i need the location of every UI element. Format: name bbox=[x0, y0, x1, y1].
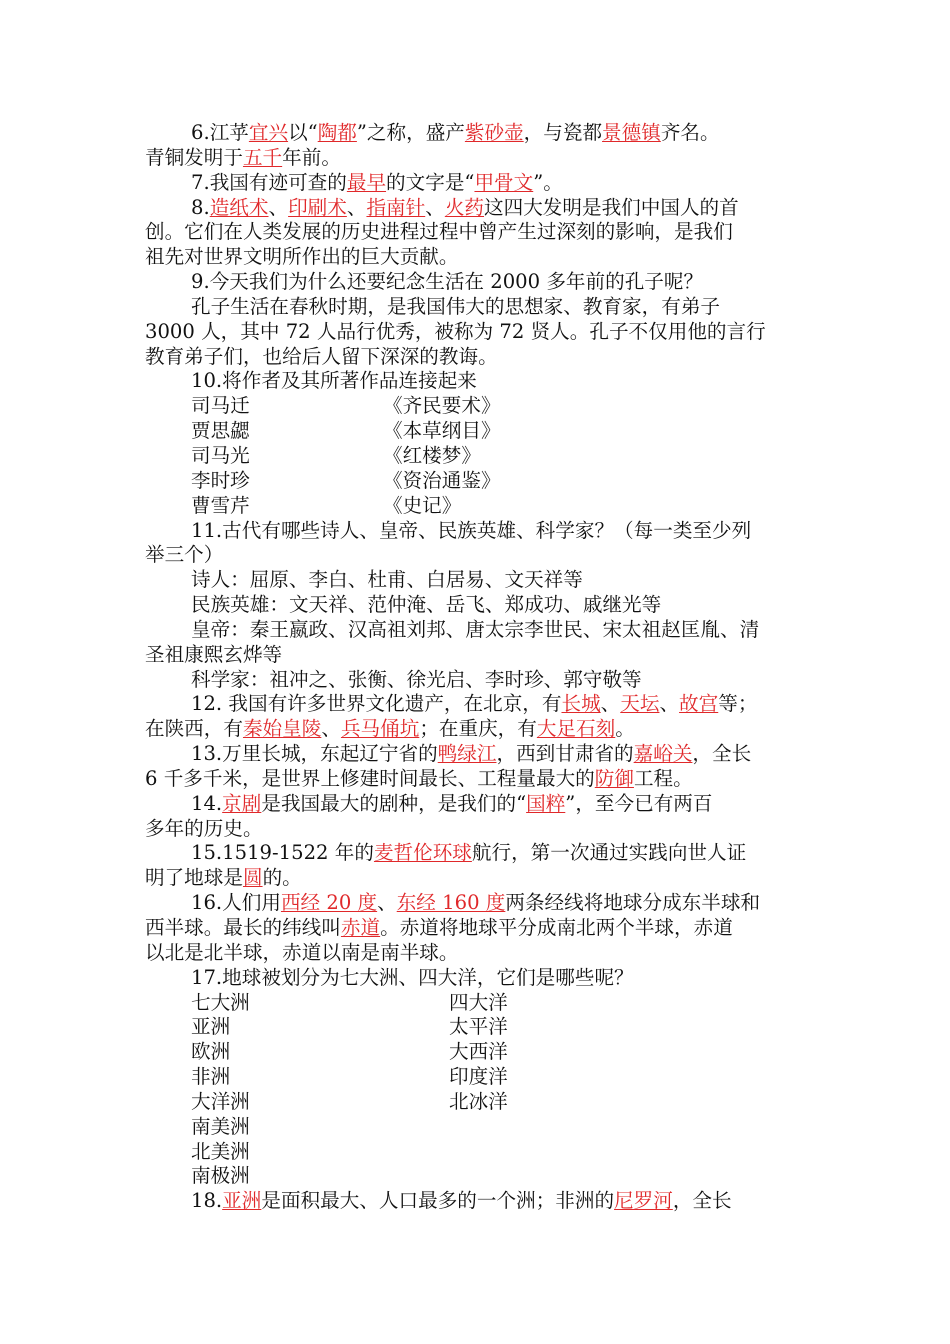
text-segment: 、 bbox=[377, 891, 397, 915]
text-line bbox=[145, 295, 810, 320]
text-segment: 皇帝：秦王嬴政、汉高祖刘邦、唐太宗李世民、宋太祖赵匡胤、清 bbox=[191, 617, 760, 641]
answer-highlight: 兵马俑坑 bbox=[340, 717, 420, 741]
text-line bbox=[145, 196, 810, 221]
text-line bbox=[145, 841, 810, 866]
text-segment: 在陕西，有 bbox=[145, 717, 243, 741]
answer-highlight: 指南针 bbox=[366, 195, 426, 219]
text-segment: 12. 我国有许多世界文化遗产，在北京，有 bbox=[191, 692, 562, 716]
text-segment: 两条经线将地球分成东半球和 bbox=[505, 891, 761, 915]
continent-ocean-row bbox=[145, 991, 810, 1016]
continent-ocean-row bbox=[145, 1090, 810, 1115]
answer-highlight: 西经 20 度 bbox=[280, 891, 378, 915]
column-left: 南极洲 bbox=[191, 1164, 250, 1188]
column-left: 欧洲 bbox=[191, 1040, 231, 1064]
text-segment: 齐名。 bbox=[660, 121, 720, 144]
text-line bbox=[145, 966, 810, 991]
text-segment: 青铜发明于 bbox=[145, 145, 243, 169]
column-left: 司马光 bbox=[191, 443, 250, 467]
text-segment: 、 bbox=[268, 195, 289, 219]
text-line bbox=[145, 866, 810, 891]
answer-highlight: 火药 bbox=[444, 195, 485, 219]
answer-highlight: 景德镇 bbox=[602, 121, 661, 144]
text-segment: 15.1519-1522 年的 bbox=[191, 841, 374, 865]
column-right: 大西洋 bbox=[449, 1040, 508, 1064]
text-segment: 以“ bbox=[288, 121, 318, 144]
answer-highlight: 甲骨文 bbox=[474, 170, 534, 194]
text-segment: 以北是北半球，赤道以南是南半球。 bbox=[145, 940, 459, 964]
author-work-row bbox=[145, 494, 810, 519]
column-right: 四大洋 bbox=[449, 990, 508, 1014]
text-segment: 科学家：祖冲之、张衡、徐光启、李时珍、郭守敬等 bbox=[191, 667, 642, 691]
text-line bbox=[145, 891, 810, 916]
text-line bbox=[145, 643, 810, 668]
column-right: 《资治通鉴》 bbox=[383, 468, 501, 492]
text-segment: 圣祖康熙玄烨等 bbox=[145, 642, 283, 666]
text-line bbox=[145, 369, 810, 394]
text-segment: 的文字是“ bbox=[386, 170, 475, 194]
text-segment: 10.将作者及其所著作品连接起来 bbox=[191, 369, 477, 393]
text-line bbox=[145, 320, 810, 345]
text-line bbox=[145, 220, 810, 245]
answer-highlight: 国粹 bbox=[526, 791, 566, 815]
answer-highlight: 赤道 bbox=[340, 916, 381, 939]
answer-highlight: 东经 160 度 bbox=[396, 891, 506, 915]
answer-highlight: 造纸术 bbox=[209, 195, 269, 219]
text-segment: 8. bbox=[191, 195, 210, 219]
text-line bbox=[145, 817, 810, 842]
answer-highlight: 宜兴 bbox=[248, 121, 289, 144]
answer-highlight: 鸭绿江 bbox=[437, 742, 497, 766]
column-left: 曹雪芹 bbox=[191, 493, 250, 517]
text-line bbox=[145, 146, 810, 171]
column-left: 贾思勰 bbox=[191, 419, 250, 443]
continent-ocean-row bbox=[145, 1040, 810, 1065]
column-right: 太平洋 bbox=[449, 1015, 508, 1039]
text-segment: ；在重庆，有 bbox=[419, 717, 537, 741]
text-segment: 14. bbox=[191, 791, 223, 815]
document-page bbox=[145, 121, 810, 1214]
text-line bbox=[145, 618, 810, 643]
author-work-row bbox=[145, 469, 810, 494]
column-left: 七大洲 bbox=[191, 990, 250, 1014]
text-segment: 航行，第一次通过实践向世人证 bbox=[471, 841, 747, 865]
text-segment: 民族英雄：文天祥、范仲淹、岳飞、郑成功、戚继光等 bbox=[191, 593, 662, 617]
column-right: 《史记》 bbox=[383, 493, 462, 517]
text-segment: 等； bbox=[718, 692, 758, 716]
text-segment: 明了地球是 bbox=[145, 866, 243, 890]
text-line bbox=[145, 345, 810, 370]
text-segment: 9.今天我们为什么还要纪念生活在 2000 多年前的孔子呢？ bbox=[191, 270, 704, 294]
text-line bbox=[145, 668, 810, 693]
column-left: 李时珍 bbox=[191, 468, 250, 492]
column-left: 北美洲 bbox=[191, 1139, 250, 1163]
column-left: 亚洲 bbox=[191, 1015, 231, 1039]
answer-highlight: 嘉峪关 bbox=[633, 742, 693, 766]
text-segment: 、 bbox=[659, 692, 680, 716]
column-right: 印度洋 bbox=[449, 1065, 508, 1089]
author-work-row bbox=[145, 444, 810, 469]
text-segment: 孔子生活在春秋时期，是我国伟大的思想家、教育家，有弟子 bbox=[191, 294, 721, 318]
text-segment: 西半球。最长的纬线叫 bbox=[145, 916, 341, 939]
text-line bbox=[145, 519, 810, 544]
text-segment: ，全长 bbox=[672, 1189, 732, 1213]
text-line bbox=[145, 792, 810, 817]
text-line bbox=[145, 742, 810, 767]
text-segment: 是我国最大的剧种，是我们的“ bbox=[261, 791, 527, 815]
text-segment: 多年的历史。 bbox=[145, 816, 263, 840]
answer-highlight: 秦始皇陵 bbox=[242, 717, 322, 741]
text-segment: 7.我国有迹可查的 bbox=[191, 170, 347, 194]
text-line bbox=[145, 1189, 810, 1214]
text-line bbox=[145, 171, 810, 196]
text-segment: ”，至今已有两百 bbox=[565, 791, 713, 815]
answer-highlight: 陶都 bbox=[317, 121, 357, 144]
text-segment: 、 bbox=[346, 195, 367, 219]
text-segment: ”。 bbox=[533, 170, 563, 194]
text-line bbox=[145, 717, 810, 742]
continent-ocean-row bbox=[145, 1115, 810, 1140]
text-segment: 、 bbox=[321, 717, 341, 741]
text-segment: ，与瓷都 bbox=[523, 121, 603, 144]
column-left: 司马迁 bbox=[191, 394, 250, 418]
answer-highlight: 圆 bbox=[242, 866, 263, 890]
text-line bbox=[145, 543, 810, 568]
text-segment: 祖先对世界文明所作出的巨大贡献。 bbox=[145, 245, 459, 269]
text-segment: ”之称，盛产 bbox=[356, 121, 465, 144]
answer-highlight: 尼罗河 bbox=[614, 1189, 673, 1213]
answer-highlight: 最早 bbox=[346, 170, 387, 194]
answer-highlight: 麦哲伦环球 bbox=[373, 841, 472, 865]
column-right: 《本草纲目》 bbox=[383, 419, 501, 443]
answer-highlight: 印刷术 bbox=[288, 195, 347, 219]
text-segment: 16.人们用 bbox=[191, 891, 281, 915]
text-segment: 举三个） bbox=[145, 543, 224, 567]
column-left: 大洋洲 bbox=[191, 1089, 250, 1113]
answer-highlight: 长城 bbox=[561, 692, 601, 716]
text-segment: 诗人：屈原、李白、杜甫、白居易、文天祥等 bbox=[191, 568, 583, 592]
text-segment: 13.万里长城，东起辽宁省的 bbox=[191, 742, 438, 766]
text-segment: 教育弟子们，也给后人留下深深的教诲。 bbox=[145, 344, 498, 368]
text-segment: 年前。 bbox=[282, 145, 341, 169]
column-left: 南美洲 bbox=[191, 1114, 250, 1138]
answer-highlight: 紫砂壶 bbox=[464, 121, 524, 144]
answer-highlight: 大足石刻 bbox=[536, 717, 616, 741]
text-segment: 、 bbox=[425, 195, 445, 219]
text-segment: 3000 人，其中 72 人品行优秀，被称为 72 贤人。孔子不仅用他的言行 bbox=[145, 319, 766, 343]
continent-ocean-row bbox=[145, 1140, 810, 1165]
continent-ocean-row bbox=[145, 1015, 810, 1040]
author-work-row bbox=[145, 419, 810, 444]
column-right: 北冰洋 bbox=[449, 1089, 508, 1113]
text-segment: 6 千多千米，是世界上修建时间最长、工程量最大的 bbox=[145, 766, 595, 790]
text-line bbox=[145, 767, 810, 792]
text-segment: ，全长 bbox=[692, 742, 752, 766]
text-segment: 18. bbox=[191, 1189, 223, 1213]
text-segment: ，西到甘肃省的 bbox=[496, 742, 634, 766]
author-work-row bbox=[145, 394, 810, 419]
answer-highlight: 五千 bbox=[242, 145, 283, 169]
text-line bbox=[145, 568, 810, 593]
text-segment: 、 bbox=[600, 692, 621, 716]
text-segment: 17.地球被划分为七大洲、四大洋，它们是哪些呢？ bbox=[191, 965, 634, 989]
answer-highlight: 京剧 bbox=[222, 791, 262, 815]
text-line bbox=[145, 593, 810, 618]
continent-ocean-row bbox=[145, 1164, 810, 1189]
text-segment: 。赤道将地球平分成南北两个半球，赤道 bbox=[380, 916, 733, 939]
text-segment: 。 bbox=[615, 717, 635, 741]
answer-highlight: 亚洲 bbox=[222, 1189, 262, 1213]
text-line bbox=[145, 121, 810, 146]
column-right: 《红楼梦》 bbox=[383, 443, 481, 467]
text-line bbox=[145, 270, 810, 295]
answer-highlight: 故宫 bbox=[679, 692, 719, 716]
answer-highlight: 天坛 bbox=[620, 692, 660, 716]
text-segment: 的。 bbox=[262, 866, 302, 890]
text-segment: 工程。 bbox=[633, 766, 693, 790]
text-line bbox=[145, 245, 810, 270]
text-line bbox=[145, 692, 810, 717]
answer-highlight: 防御 bbox=[594, 766, 634, 790]
text-line bbox=[145, 941, 810, 966]
text-segment: 是面积最大、人口最多的一个洲；非洲的 bbox=[261, 1189, 615, 1213]
continent-ocean-row bbox=[145, 1065, 810, 1090]
text-segment: 11.古代有哪些诗人、皇帝、民族英雄、科学家？（每一类至少列 bbox=[191, 518, 752, 542]
text-segment: 创。它们在人类发展的历史进程过程中曾产生过深刻的影响，是我们 bbox=[145, 220, 733, 244]
text-segment: 这四大发明是我们中国人的首 bbox=[484, 195, 739, 219]
text-segment: 6.江苸 bbox=[191, 121, 249, 144]
column-left: 非洲 bbox=[191, 1065, 231, 1089]
text-line bbox=[145, 916, 810, 941]
column-right: 《齐民要术》 bbox=[383, 394, 501, 418]
